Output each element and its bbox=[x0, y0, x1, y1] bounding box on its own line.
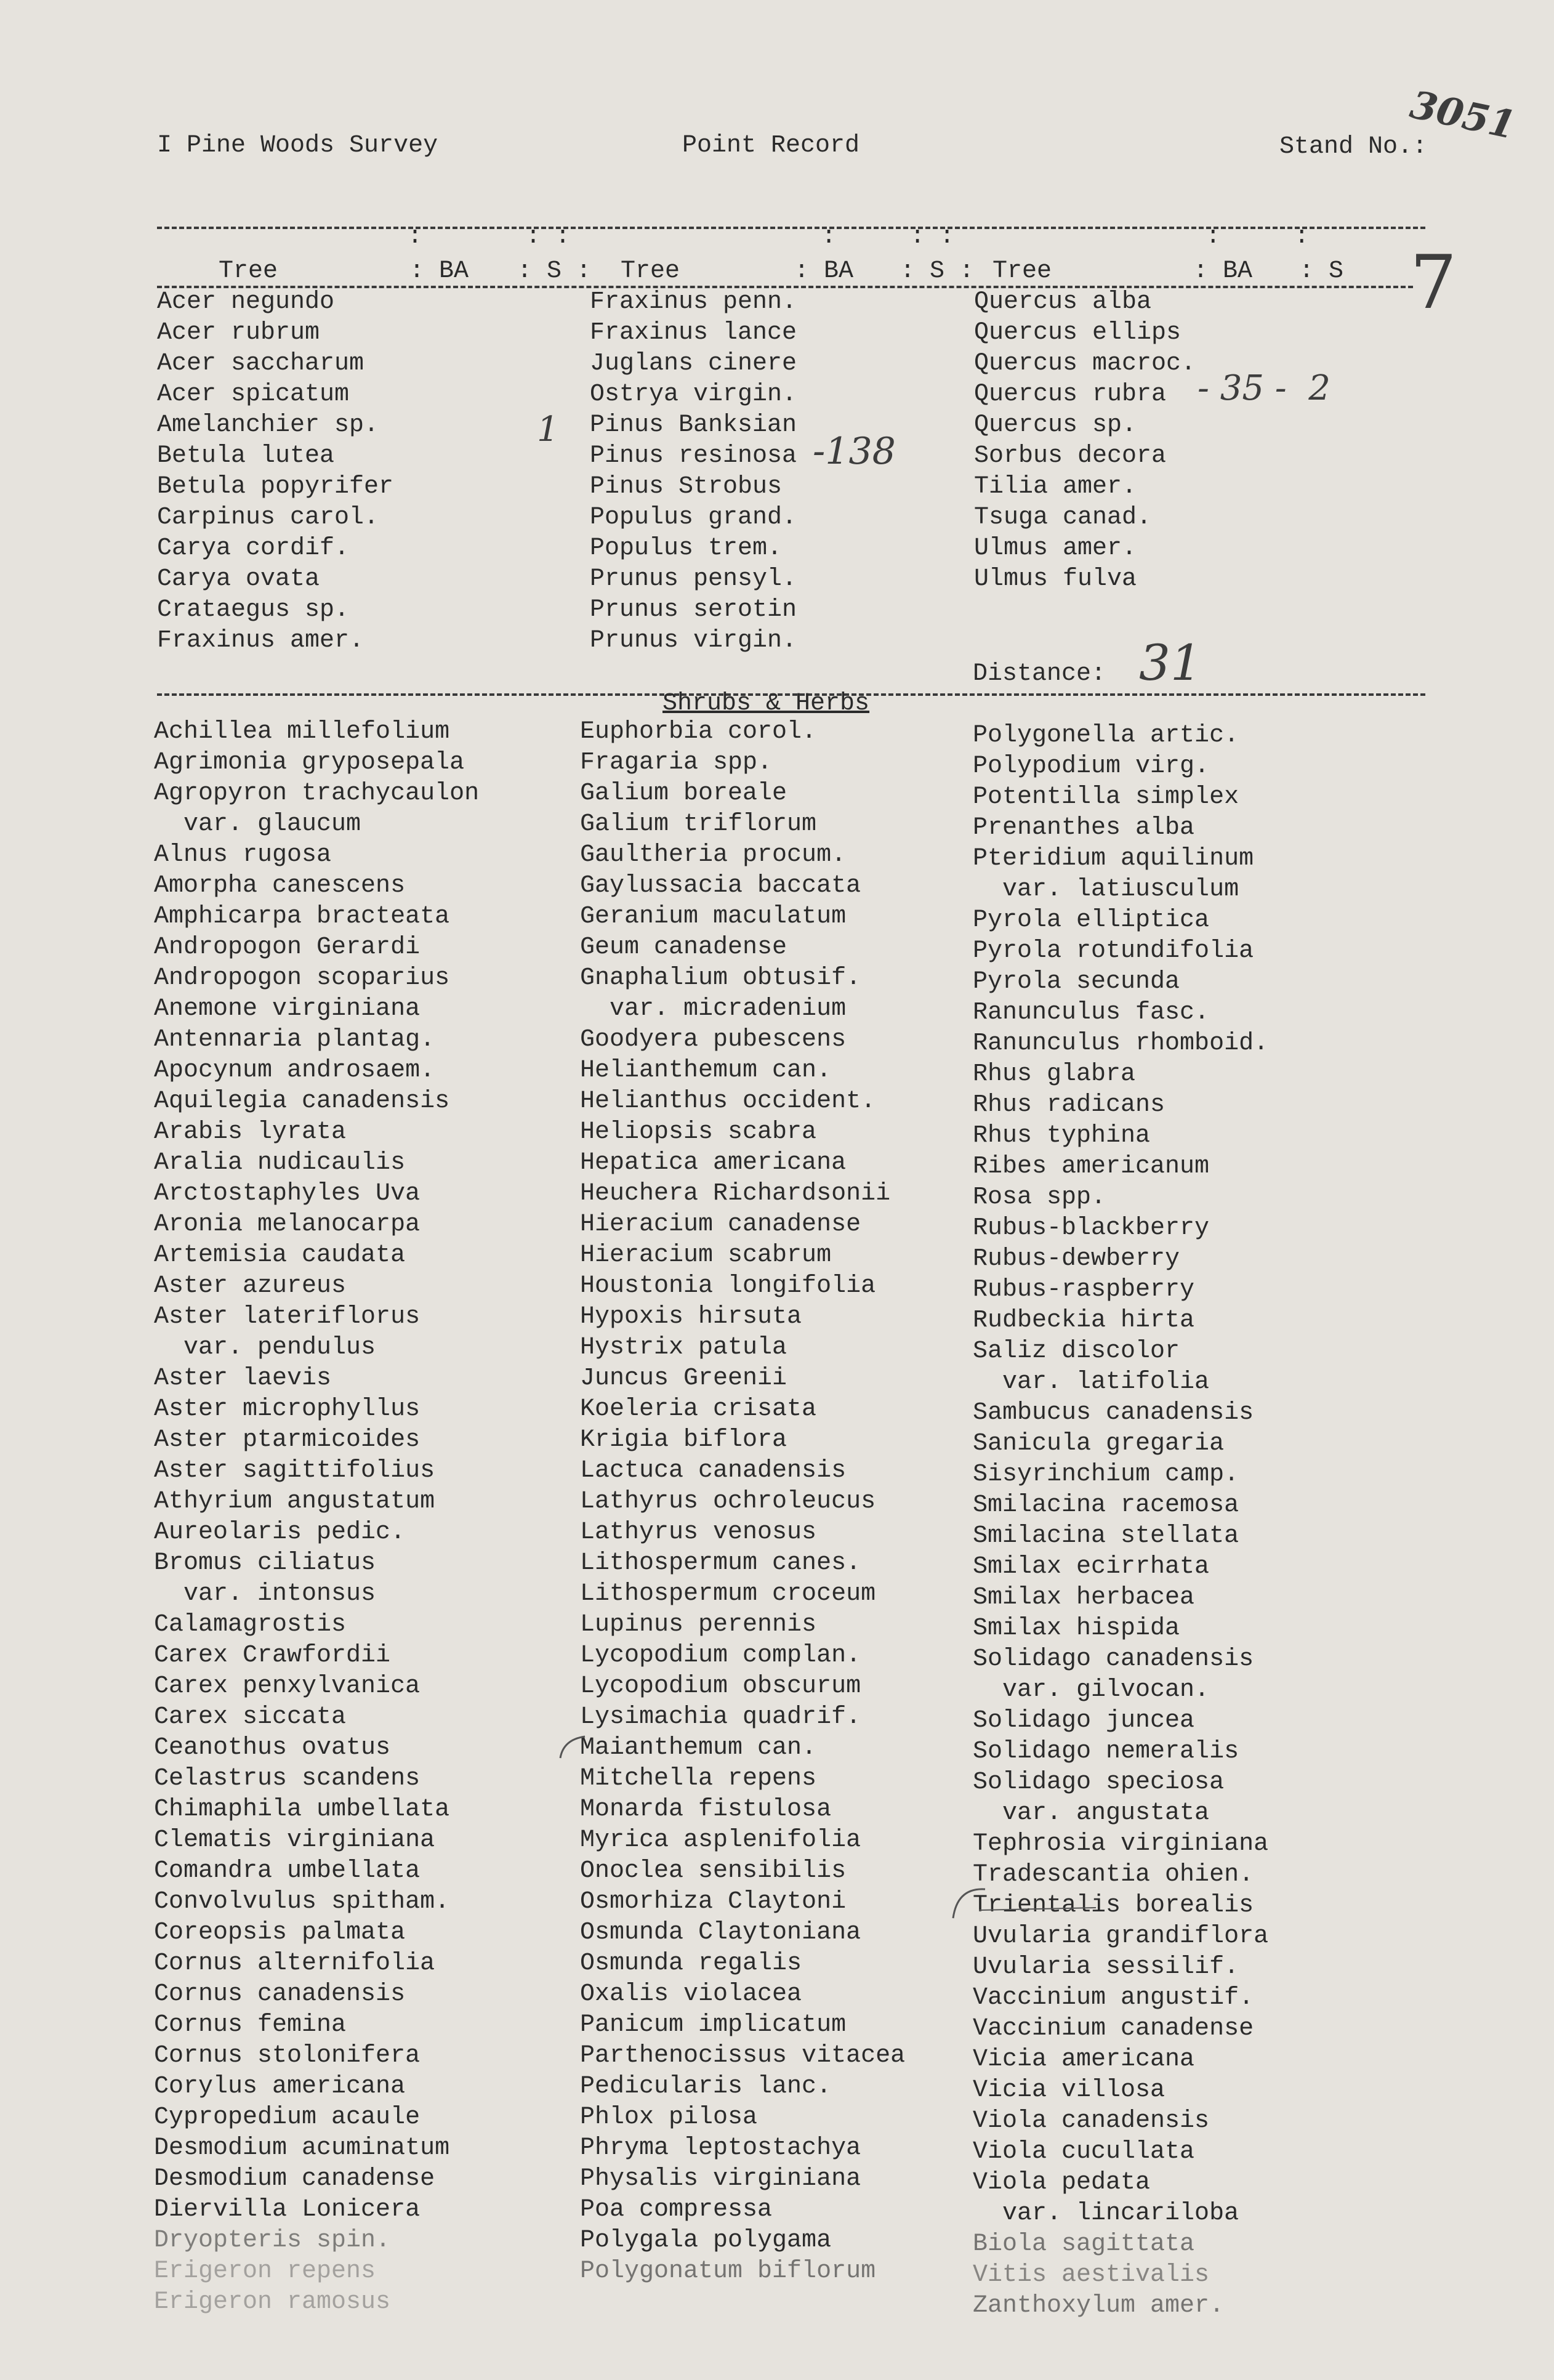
species-row: Solidago juncea bbox=[973, 1707, 1195, 1735]
species-row: Desmodium canadense bbox=[154, 2165, 435, 2193]
species-row: var. latiusculum bbox=[973, 876, 1239, 903]
species-row: Osmorhiza Claytoni bbox=[580, 1888, 847, 1916]
quercus-rubra-mark: - 35 - 2 bbox=[1198, 368, 1331, 408]
species-row: Pteridium aquilinum bbox=[973, 845, 1254, 873]
tree-row: Tilia amer. bbox=[974, 473, 1137, 501]
species-row: Hepatica americana bbox=[580, 1149, 847, 1177]
species-row: Phryma leptostachya bbox=[580, 2134, 861, 2162]
species-row: var. intonsus bbox=[154, 1580, 376, 1608]
species-row: Panicum implicatum bbox=[580, 2011, 847, 2039]
species-row: Vicia villosa bbox=[973, 2076, 1166, 2104]
tree-row: Ulmus fulva bbox=[974, 565, 1137, 593]
species-row: Rosa spp. bbox=[973, 1184, 1106, 1211]
species-row: Sisyrinchium camp. bbox=[973, 1461, 1239, 1488]
species-row: Corylus americana bbox=[154, 2073, 406, 2100]
species-row: Polygala polygama bbox=[580, 2227, 832, 2254]
species-row: Smilacina racemosa bbox=[973, 1491, 1239, 1519]
tree-col-1 bbox=[157, 287, 393, 656]
species-row: Achillea millefolium bbox=[154, 718, 450, 746]
species-row: Alnus rugosa bbox=[154, 841, 332, 869]
species-row: Aster laevis bbox=[154, 1365, 332, 1392]
species-row: Gnaphalium obtusif. bbox=[580, 964, 861, 992]
species-row: Lycopodium obscurum bbox=[580, 1672, 861, 1700]
species-row: Hieracium canadense bbox=[580, 1211, 861, 1238]
species-row: Pyrola elliptica bbox=[973, 906, 1210, 934]
species-row: Houstonia longifolia bbox=[580, 1272, 876, 1300]
tree-row: Quercus rubra bbox=[974, 381, 1167, 408]
species-row: var. pendulus bbox=[154, 1334, 376, 1361]
species-row: Polygonella artic. bbox=[973, 722, 1239, 749]
shrubs-col-1 bbox=[154, 717, 479, 2318]
tree-row: Populus trem. bbox=[590, 534, 783, 562]
species-row: var. micradenium bbox=[580, 995, 847, 1023]
species-row: Rubus-blackberry bbox=[973, 1214, 1210, 1242]
distance-value: 31 bbox=[1139, 634, 1202, 692]
species-row: Euphorbia corol. bbox=[580, 718, 817, 746]
species-row: Smilax ecirrhata bbox=[973, 1553, 1210, 1581]
tree-row: Amelanchier sp. bbox=[157, 411, 379, 439]
tree-row: Prunus virgin. bbox=[590, 627, 797, 655]
species-row: Zanthoxylum amer. bbox=[973, 2292, 1225, 2320]
species-row: Rubus-dewberry bbox=[973, 1245, 1180, 1273]
tree-col-3 bbox=[974, 287, 1196, 595]
header-colons: : : : : : : : : bbox=[408, 223, 1310, 251]
tree-row: Sorbus decora bbox=[974, 442, 1167, 470]
species-row: Sanicula gregaria bbox=[973, 1430, 1225, 1458]
species-row: Heliopsis scabra bbox=[580, 1118, 817, 1146]
tree-row: Betula lutea bbox=[157, 442, 335, 470]
species-row: Anemone virginiana bbox=[154, 995, 421, 1023]
species-row: Agropyron trachycaulon bbox=[154, 780, 480, 807]
species-row: Rhus radicans bbox=[973, 1091, 1166, 1119]
tree-row: Pinus resinosa bbox=[590, 442, 797, 470]
tree-row: Acer saccharum bbox=[157, 350, 364, 377]
species-row: Lactuca canadensis bbox=[580, 1457, 847, 1485]
species-row: Amphicarpa bracteata bbox=[154, 903, 450, 930]
species-row: Helianthus occident. bbox=[580, 1087, 876, 1115]
species-row: Fragaria spp. bbox=[580, 749, 773, 777]
tree-row: Quercus macroc. bbox=[974, 350, 1196, 377]
species-row: Lupinus perennis bbox=[580, 1611, 817, 1639]
tree-row: Crataegus sp. bbox=[157, 596, 350, 624]
tree-row: Quercus alba bbox=[974, 288, 1152, 316]
species-row: Onoclea sensibilis bbox=[580, 1857, 847, 1885]
species-row: Vicia americana bbox=[973, 2046, 1195, 2073]
shrubs-herbs-title: Shrubs & Herbs bbox=[662, 690, 870, 717]
species-row: Lysimachia quadrif. bbox=[580, 1703, 861, 1731]
s-total-handwritten: 7 bbox=[1410, 240, 1457, 326]
check-mark-maianthemum bbox=[554, 1730, 591, 1767]
species-row: Saliz discolor bbox=[973, 1337, 1180, 1365]
species-row: Rhus typhina bbox=[973, 1122, 1151, 1150]
species-row: Osmunda regalis bbox=[580, 1950, 802, 1977]
ba-header-2: : BA bbox=[794, 257, 854, 285]
species-row: Erigeron repens bbox=[154, 2257, 376, 2285]
tree-col-2 bbox=[590, 287, 797, 656]
species-row: Desmodium acuminatum bbox=[154, 2134, 450, 2162]
species-row: Arabis lyrata bbox=[154, 1118, 347, 1146]
tree-row: Acer rubrum bbox=[157, 319, 320, 347]
species-row: Geranium maculatum bbox=[580, 903, 847, 930]
species-row: Aster microphyllus bbox=[154, 1395, 421, 1423]
species-row: Rudbeckia hirta bbox=[973, 1307, 1195, 1334]
species-row: Goodyera pubescens bbox=[580, 1026, 847, 1054]
strike-trientalis bbox=[979, 1903, 1102, 1915]
species-row: Geum canadense bbox=[580, 934, 787, 961]
species-row: Osmunda Claytoniana bbox=[580, 1919, 861, 1946]
species-row: Pyrola rotundifolia bbox=[973, 937, 1254, 965]
species-row: Antennaria plantag. bbox=[154, 1026, 435, 1054]
species-row: Vaccinium canadense bbox=[973, 2015, 1254, 2043]
species-row: Andropogon Gerardi bbox=[154, 934, 421, 961]
species-row: Prenanthes alba bbox=[973, 814, 1195, 842]
species-row: Carex penxylvanica bbox=[154, 1672, 421, 1700]
species-row: Ranunculus rhomboid. bbox=[973, 1030, 1269, 1057]
tree-row: Pinus Strobus bbox=[590, 473, 783, 501]
species-row: Bromus ciliatus bbox=[154, 1549, 376, 1577]
species-row: Viola cucullata bbox=[973, 2138, 1195, 2166]
species-row: Ceanothus ovatus bbox=[154, 1734, 391, 1762]
species-row: Physalis virginiana bbox=[580, 2165, 861, 2193]
species-row: Tephrosia virginiana bbox=[973, 1830, 1269, 1858]
tree-row: Acer spicatum bbox=[157, 381, 350, 408]
ba-header-1: : BA bbox=[409, 257, 469, 285]
species-row: Vaccinium angustif. bbox=[973, 1984, 1254, 2012]
species-row: Smilacina stellata bbox=[973, 1522, 1239, 1550]
species-row: Artemisia caudata bbox=[154, 1241, 406, 1269]
species-row: Solidago canadensis bbox=[973, 1645, 1254, 1673]
tree-row: Tsuga canad. bbox=[974, 504, 1152, 531]
amelanchier-mark: 1 bbox=[537, 409, 559, 450]
species-row: Gaylussacia baccata bbox=[580, 872, 861, 900]
species-row: Hieracium scabrum bbox=[580, 1241, 832, 1269]
species-row: Erigeron ramosus bbox=[154, 2288, 391, 2316]
species-row: Solidago speciosa bbox=[973, 1769, 1225, 1796]
species-row: Uvularia grandiflora bbox=[973, 1922, 1269, 1950]
species-row: var. angustata bbox=[973, 1799, 1210, 1827]
species-row: Carex Crawfordii bbox=[154, 1642, 391, 1669]
shrubs-col-2 bbox=[580, 717, 905, 2287]
species-row: Cornus stolonifera bbox=[154, 2042, 421, 2070]
species-row: Polypodium virg. bbox=[973, 752, 1210, 780]
tree-row: Fraxinus lance bbox=[590, 319, 797, 347]
species-row: Heuchera Richardsonii bbox=[580, 1180, 891, 1208]
tree-row: Prunus pensyl. bbox=[590, 565, 797, 593]
species-row: Hystrix patula bbox=[580, 1334, 787, 1361]
species-row: var. latifolia bbox=[973, 1368, 1210, 1396]
species-row: Carex siccata bbox=[154, 1703, 347, 1731]
species-row: Solidago nemeralis bbox=[973, 1738, 1239, 1765]
stand-no-label: Stand No.: bbox=[1279, 133, 1428, 161]
species-row: Andropogon scoparius bbox=[154, 964, 450, 992]
species-row: Biola sagittata bbox=[973, 2230, 1195, 2258]
species-row: Aronia melanocarpa bbox=[154, 1211, 421, 1238]
species-row: Viola pedata bbox=[973, 2169, 1151, 2196]
shrubs-col-3 bbox=[973, 720, 1268, 2322]
survey-title: I Pine Woods Survey bbox=[157, 132, 438, 159]
s-header-3: : S bbox=[1299, 257, 1344, 285]
species-row: Lithospermum canes. bbox=[580, 1549, 861, 1577]
species-row: Agrimonia gryposepala bbox=[154, 749, 465, 777]
species-row: Lathyrus ochroleucus bbox=[580, 1488, 876, 1515]
species-row: Cornus femina bbox=[154, 2011, 347, 2039]
species-row: Potentilla simplex bbox=[973, 783, 1239, 811]
species-row: Aureolaris pedic. bbox=[154, 1519, 406, 1546]
species-row: Aquilegia canadensis bbox=[154, 1087, 450, 1115]
species-row: Koeleria crisata bbox=[580, 1395, 817, 1423]
species-row: Viola canadensis bbox=[973, 2107, 1210, 2135]
species-row: Galium boreale bbox=[580, 780, 787, 807]
species-row: Aster ptarmicoides bbox=[154, 1426, 421, 1454]
species-row: Parthenocissus vitacea bbox=[580, 2042, 906, 2070]
species-row: Mitchella repens bbox=[580, 1765, 817, 1793]
species-row: Lathyrus venosus bbox=[580, 1519, 817, 1546]
tree-row: Fraxinus amer. bbox=[157, 627, 364, 655]
species-row: Chimaphila umbellata bbox=[154, 1796, 450, 1823]
tree-row: Populus grand. bbox=[590, 504, 797, 531]
species-row: Rubus-raspberry bbox=[973, 1276, 1195, 1304]
species-row: Helianthemum can. bbox=[580, 1057, 832, 1084]
species-row: Myrica asplenifolia bbox=[580, 1826, 861, 1854]
species-row: Cornus alternifolia bbox=[154, 1950, 435, 1977]
species-row: Arctostaphyles Uva bbox=[154, 1180, 421, 1208]
species-row: Polygonatum biflorum bbox=[580, 2257, 876, 2285]
tree-row: Betula popyrifer bbox=[157, 473, 394, 501]
species-row: Krigia biflora bbox=[580, 1426, 787, 1454]
pinus-resinosa-mark: -138 bbox=[813, 430, 896, 473]
species-row: var. glaucum bbox=[154, 810, 361, 838]
tree-row: Carpinus carol. bbox=[157, 504, 379, 531]
s-header-1: : S : bbox=[517, 257, 592, 285]
species-row: Gaultheria procum. bbox=[580, 841, 847, 869]
species-row: Vitis aestivalis bbox=[973, 2261, 1210, 2289]
species-row: Calamagrostis bbox=[154, 1611, 347, 1639]
species-row: Coreopsis palmata bbox=[154, 1919, 406, 1946]
species-row: Comandra umbellata bbox=[154, 1857, 421, 1885]
species-row: Athyrium angustatum bbox=[154, 1488, 435, 1515]
species-row: Rhus glabra bbox=[973, 1060, 1136, 1088]
species-row: Amorpha canescens bbox=[154, 872, 406, 900]
species-row: var. gilvocan. bbox=[973, 1676, 1210, 1704]
record-type: Point Record bbox=[682, 132, 860, 159]
tree-row: Acer negundo bbox=[157, 288, 335, 316]
species-row: Apocynum androsaem. bbox=[154, 1057, 435, 1084]
species-row: Monarda fistulosa bbox=[580, 1796, 832, 1823]
tree-row: Pinus Banksian bbox=[590, 411, 797, 439]
tree-header-1: Tree bbox=[219, 257, 278, 285]
species-row: Galium triflorum bbox=[580, 810, 817, 838]
species-row: Hypoxis hirsuta bbox=[580, 1303, 802, 1331]
species-row: Oxalis violacea bbox=[580, 1980, 802, 2008]
species-row: Pyrola secunda bbox=[973, 968, 1180, 996]
distance-label: Distance: bbox=[973, 660, 1106, 688]
tree-row: Ostrya virgin. bbox=[590, 381, 797, 408]
tree-row: Carya cordif. bbox=[157, 534, 350, 562]
species-row: Clematis virginiana bbox=[154, 1826, 435, 1854]
s-header-2: : S : bbox=[900, 257, 975, 285]
species-row: Celastrus scandens bbox=[154, 1765, 421, 1793]
tree-row: Quercus ellips bbox=[974, 319, 1182, 347]
stand-no-handwritten: 3051 bbox=[1406, 81, 1520, 148]
tree-row: Ulmus amer. bbox=[974, 534, 1137, 562]
species-row: Sambucus canadensis bbox=[973, 1399, 1254, 1427]
species-row: Uvularia sessilif. bbox=[973, 1953, 1239, 1981]
species-row: Lycopodium complan. bbox=[580, 1642, 861, 1669]
species-row: Poa compressa bbox=[580, 2196, 773, 2224]
tree-row: Juglans cinere bbox=[590, 350, 797, 377]
tree-row: Prunus serotin bbox=[590, 596, 797, 624]
species-row: Phlox pilosa bbox=[580, 2104, 758, 2131]
species-row: Tradescantia ohien. bbox=[973, 1861, 1254, 1889]
species-row: Cornus canadensis bbox=[154, 1980, 406, 2008]
species-row: Smilax hispida bbox=[973, 1615, 1180, 1642]
species-row: var. lincariloba bbox=[973, 2200, 1239, 2227]
species-row: Aster lateriflorus bbox=[154, 1303, 421, 1331]
tree-row: Quercus sp. bbox=[974, 411, 1137, 439]
species-row: Juncus Greenii bbox=[580, 1365, 787, 1392]
species-row: Cypropedium acaule bbox=[154, 2104, 421, 2131]
species-row: Trientalis borealis bbox=[973, 1892, 1254, 1919]
species-row: Aster sagittifolius bbox=[154, 1457, 435, 1485]
species-row: Ribes americanum bbox=[973, 1153, 1210, 1180]
species-row: Dryopteris spin. bbox=[154, 2227, 391, 2254]
species-row: Ranunculus fasc. bbox=[973, 999, 1210, 1027]
species-row: Diervilla Lonicera bbox=[154, 2196, 421, 2224]
ba-header-3: : BA bbox=[1193, 257, 1253, 285]
tree-header-3: Tree bbox=[992, 257, 1052, 285]
tree-row: Carya ovata bbox=[157, 565, 320, 593]
species-row: Convolvulus spitham. bbox=[154, 1888, 450, 1916]
tree-header-2: Tree bbox=[621, 257, 680, 285]
tree-row: Fraxinus penn. bbox=[590, 288, 797, 316]
species-row: Smilax herbacea bbox=[973, 1584, 1195, 1612]
species-row: Pedicularis lanc. bbox=[580, 2073, 832, 2100]
species-row: Aralia nudicaulis bbox=[154, 1149, 406, 1177]
species-row: Maianthemum can. bbox=[580, 1734, 817, 1762]
species-row: Aster azureus bbox=[154, 1272, 347, 1300]
species-row: Lithospermum croceum bbox=[580, 1580, 876, 1608]
